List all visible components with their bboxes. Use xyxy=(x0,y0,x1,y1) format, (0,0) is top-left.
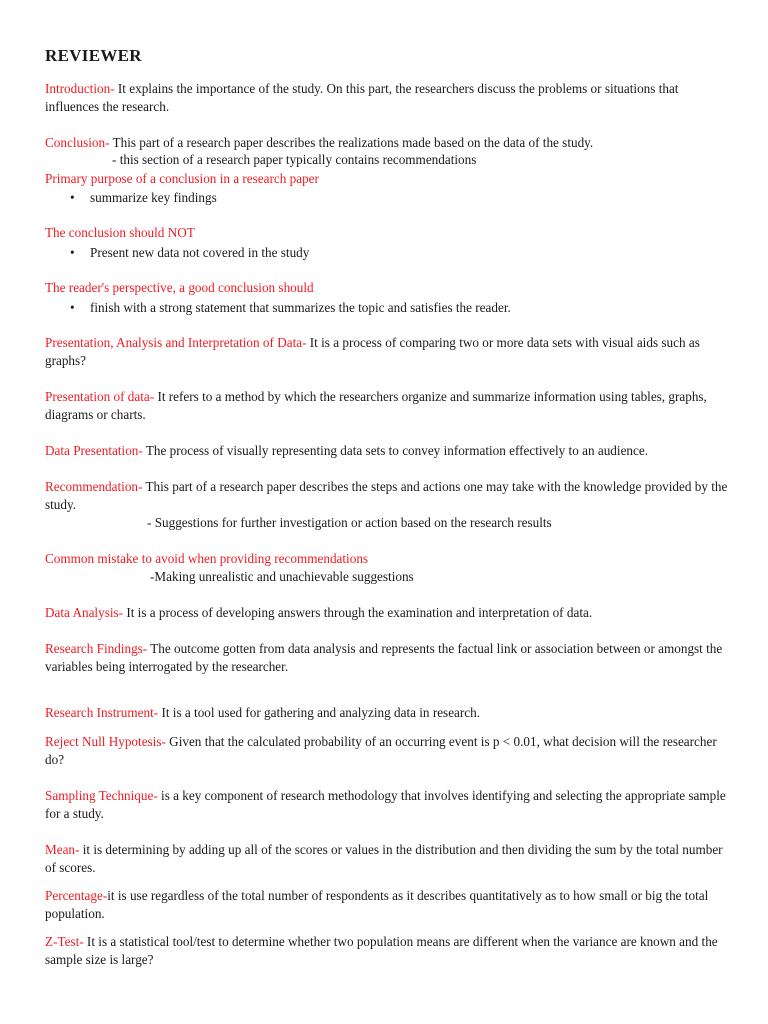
term-label: Data Presentation- xyxy=(45,443,143,458)
entry-recommendation xyxy=(45,478,735,514)
definition-text: It explains the importance of the study. On this part, the researchers discuss the problems or situations that influences the research. xyxy=(45,81,679,114)
term-label: Introduction- xyxy=(45,81,115,96)
entry-common-mistake xyxy=(45,550,735,568)
term-label: Primary purpose of a conclusion in a research paper xyxy=(45,171,319,186)
term-label: The reader's perspective, a good conclusion should xyxy=(45,280,314,295)
entry-presentation-analysis xyxy=(45,334,735,370)
bullet-glyph: • xyxy=(70,245,75,260)
definition-text: is a key component of research methodology that involves identifying and selecting the appropriate sample for a study. xyxy=(45,788,726,821)
entry-reject-null-hypothesis xyxy=(45,733,735,769)
page-title: REVIEWER xyxy=(45,46,142,65)
bullet-glyph: • xyxy=(70,190,75,205)
term-label: Recommendation- xyxy=(45,479,143,494)
bullet-text: finish with a strong statement that summarizes the topic and satisfies the reader. xyxy=(90,300,511,315)
definition-text: The outcome gotten from data analysis and represents the factual link or association between or amongst the variables being interrogated by the researcher. xyxy=(45,641,723,674)
entry-z-test xyxy=(45,933,735,969)
definition-text: It is a process of comparing two or more data sets with visual aids such as graphs? xyxy=(45,335,700,368)
entry-data-presentation xyxy=(45,442,735,460)
bullet-item xyxy=(70,299,730,317)
term-label: Presentation, Analysis and Interpretation of Data- xyxy=(45,335,307,350)
definition-text: The process of visually representing data sets to convey information effectively to an audience. xyxy=(142,443,649,458)
entry-conclusion xyxy=(45,134,735,152)
entry-primary-purpose xyxy=(45,170,735,188)
definition-text: This part of a research paper describes the steps and actions one may take with the knowledge provided by the study. xyxy=(45,479,728,512)
recommendation-sub-note xyxy=(147,514,737,532)
definition-text: It is a statistical tool/test to determine whether two population means are different when the variance are known and the sample size is large? xyxy=(45,934,718,967)
bullet-text: summarize key findings xyxy=(90,190,217,205)
definition-text: It refers to a method by which the researchers organize and summarize information using tables, graphs, diagrams or charts. xyxy=(45,389,707,422)
term-label: Common mistake to avoid when providing recommendations xyxy=(45,551,369,566)
entry-sampling-technique xyxy=(45,787,735,823)
bullet-item xyxy=(70,189,730,207)
term-label: Research Instrument- xyxy=(45,705,159,720)
entry-research-findings xyxy=(45,640,735,676)
bullet-text: Present new data not covered in the study xyxy=(90,245,310,260)
term-label: Conclusion- xyxy=(45,135,110,150)
definition-text: Given that the calculated probability of an occurring event is p < 0.01, what decision will the researcher do? xyxy=(45,734,717,767)
term-label: Presentation of data- xyxy=(45,389,155,404)
entry-introduction xyxy=(45,80,735,116)
entry-mean xyxy=(45,841,735,877)
entry-data-analysis xyxy=(45,604,735,622)
definition-text: It is a tool used for gathering and analyzing data in research. xyxy=(158,705,481,720)
definition-text: it is determining by adding up all of the scores or values in the distribution and then dividing the sum by the total number of scores. xyxy=(45,842,723,875)
term-label: Mean- xyxy=(45,842,80,857)
common-mistake-sub-note xyxy=(150,568,740,586)
term-label: Research Findings- xyxy=(45,641,148,656)
definition-text: It is a process of developing answers through the examination and interpretation of data. xyxy=(123,605,593,620)
sub-note-text: -Making unrealistic and unachievable suggestions xyxy=(150,569,414,584)
definition-text: This part of a research paper describes the realizations made based on the data of the study. xyxy=(109,135,594,150)
entry-should-not xyxy=(45,224,735,242)
conclusion-sub-note xyxy=(112,151,732,169)
term-label: Reject Null Hypotesis- xyxy=(45,734,166,749)
sub-note-text: - Suggestions for further investigation or action based on the research results xyxy=(147,515,552,530)
term-label: Percentage- xyxy=(45,888,108,903)
term-label: Z-Test- xyxy=(45,934,84,949)
term-label: The conclusion should NOT xyxy=(45,225,195,240)
bullet-item xyxy=(70,244,730,262)
term-label: Sampling Technique- xyxy=(45,788,158,803)
definition-text: it is use regardless of the total number of respondents as it describes quantitatively as to how small or big the total population. xyxy=(45,888,709,921)
entry-research-instrument xyxy=(45,704,735,722)
term-label: Data Analysis- xyxy=(45,605,124,620)
entry-presentation-of-data xyxy=(45,388,735,424)
entry-percentage xyxy=(45,887,735,923)
bullet-glyph: • xyxy=(70,300,75,315)
sub-note-text: - this section of a research paper typically contains recommendations xyxy=(112,152,477,167)
entry-readers-perspective xyxy=(45,279,735,297)
